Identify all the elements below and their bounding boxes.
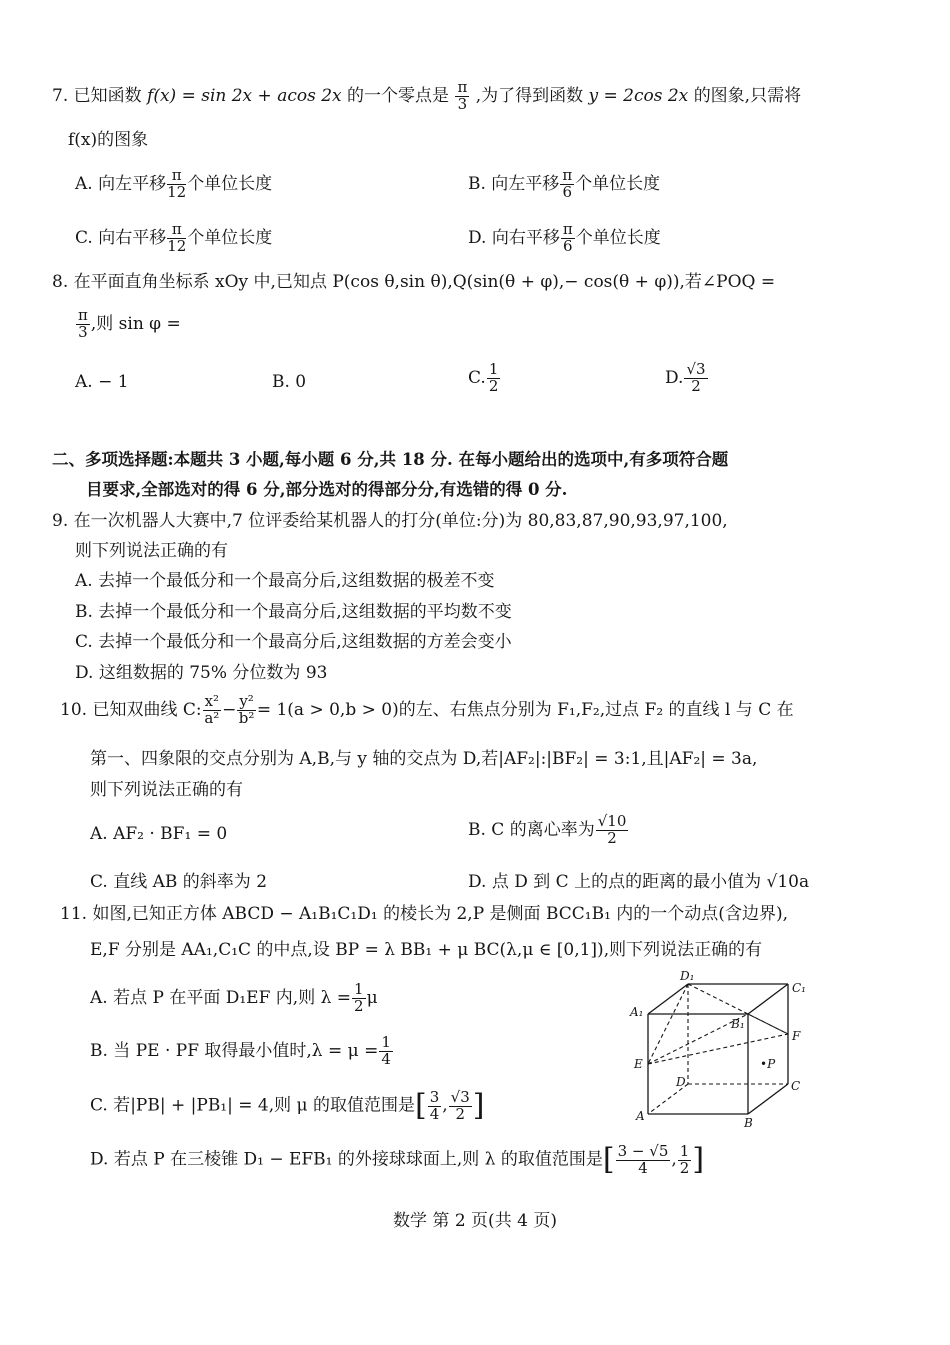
label-a: A [636,1109,645,1123]
q9-option-b: B. 去掉一个最低分和一个最高分后,这组数据的平均数不变 [75,602,512,622]
q11-option-a: A. 若点 P 在平面 D₁EF 内,则 λ = $\frac{1}{2}$ μ [90,980,378,1015]
q10-option-d: D. 点 D 到 C 上的点的距离的最小值为 √10a [468,872,810,892]
q10-line1: 10. 已知双曲线 C: $\frac{\text{x²}}{\text{a²}}$ − $\frac{\text{y²}}{\text{b²}}$ = 1(a > 0,b > 0)的左、右焦点分别为 F₁,F₂,过点 F₂ 的直线 l 与 C 在 [60,692,794,727]
q10-line3: 则下列说法正确的有 [90,780,243,800]
q9-option-a: A. 去掉一个最低分和一个最高分后,这组数据的极差不变 [75,571,495,591]
label-e: E [634,1057,643,1071]
q7-option-a: A. 向左平移 $\frac{\pi}{12}$ 个单位长度 [75,166,273,201]
q7-zero-fraction: $\frac{\pi}{3}$ [457,78,468,113]
q8-option-d: D. $\frac{√3}{2}$ [665,360,706,395]
q11-option-b: B. 当 PE · PF 取得最小值时,λ = μ = $\frac{1}{4}$ [90,1033,391,1068]
label-a1: A₁ [630,1005,644,1019]
q7-option-d: D. 向右平移 $\frac{\pi}{6}$ 个单位长度 [468,220,661,255]
label-b: B [744,1116,753,1130]
label-c: C [791,1079,801,1093]
label-b1: B₁ [731,1017,745,1031]
q8-line2: $\frac{\pi}{3}$ ,则 sin φ = [78,306,181,341]
q11-line2: E,F 分别是 AA₁,C₁C 的中点,设 BP = λ BB₁ + μ BC(λ,μ ∈ [0,1]),则下列说法正确的有 [90,940,763,960]
q7-option-b: B. 向左平移 $\frac{\pi}{6}$ 个单位长度 [468,166,661,201]
q7-text4: 的图象,只需将 [693,85,802,106]
q9-line1: 9. 在一次机器人大赛中,7 位评委给某机器人的打分(单位:分)为 80,83,87,90,93,97,100, [52,511,728,531]
q8-option-b: B. 0 [272,372,307,392]
q9-option-c: C. 去掉一个最低分和一个最高分后,这组数据的方差会变小 [75,632,512,652]
q11-option-d: D. 若点 P 在三棱锥 D₁ − EFB₁ 的外接球球面上,则 λ 的取值范围是[ $\frac{3 - √5}{4}$ , $\frac{1}{2}$ ] [90,1141,705,1177]
q10-option-b: B. C 的离心率为 $\frac{√10}{2}$ [468,812,627,847]
label-p: •P [760,1057,776,1071]
label-f: F [792,1029,801,1043]
q10-option-a: A. AF₂ · BF₁ = 0 [90,824,228,844]
q10-option-c: C. 直线 AB 的斜率为 2 [90,872,268,892]
q8-line1: 8. 在平面直角坐标系 xOy 中,已知点 P(cos θ,sin θ),Q(sin(θ + φ),− cos(θ + φ)),若∠POQ = [52,272,776,292]
label-d1: D₁ [680,969,695,983]
q7-option-c: C. 向右平移 $\frac{\pi}{12}$ 个单位长度 [75,220,273,255]
q7-text3: ,为了得到函数 [475,85,584,106]
q11-line1: 11. 如图,已知正方体 ABCD − A₁B₁C₁D₁ 的棱长为 2,P 是侧面 BCC₁B₁ 内的一个动点(含边界), [60,904,788,924]
cube-figure [628,968,810,1130]
q9-line2: 则下列说法正确的有 [75,541,228,561]
q9-option-d: D. 这组数据的 75% 分位数为 93 [75,663,328,683]
q7-text1: 7. 已知函数 [52,85,142,106]
q7-line2: f(x)的图象 [68,130,149,150]
q8-option-c: C. $\frac{1}{2}$ [468,360,499,395]
q7-function: f(x) = sin 2x + acos 2x [147,85,342,106]
q11-option-c: C. 若|PB| + |PB₁| = 4,则 μ 的取值范围是[ $\frac{3}{4}$ , $\frac{√3}{2}$ ] [90,1087,485,1123]
section2-line2: 目要求,全部选对的得 6 分,部分选对的得部分分,有选错的得 0 分. [86,480,568,499]
q7-text2: 的一个零点是 [347,85,450,106]
q7-target-function: y = 2cos 2x [588,85,689,106]
page-footer: 数学 第 2 页(共 4 页) [393,1211,557,1231]
label-c1: C₁ [792,981,806,995]
q8-option-a: A. − 1 [75,372,129,392]
label-d: D [676,1075,686,1089]
q7-line1 [52,80,801,113]
q10-line2: 第一、四象限的交点分别为 A,B,与 y 轴的交点为 D,若|AF₂|:|BF₂| = 3:1,且|AF₂| = 3a, [90,749,758,769]
section2-line1: 二、多项选择题:本题共 3 小题,每小题 6 分,共 18 分. 在每小题给出的选项中,有多项符合题 [52,450,729,469]
